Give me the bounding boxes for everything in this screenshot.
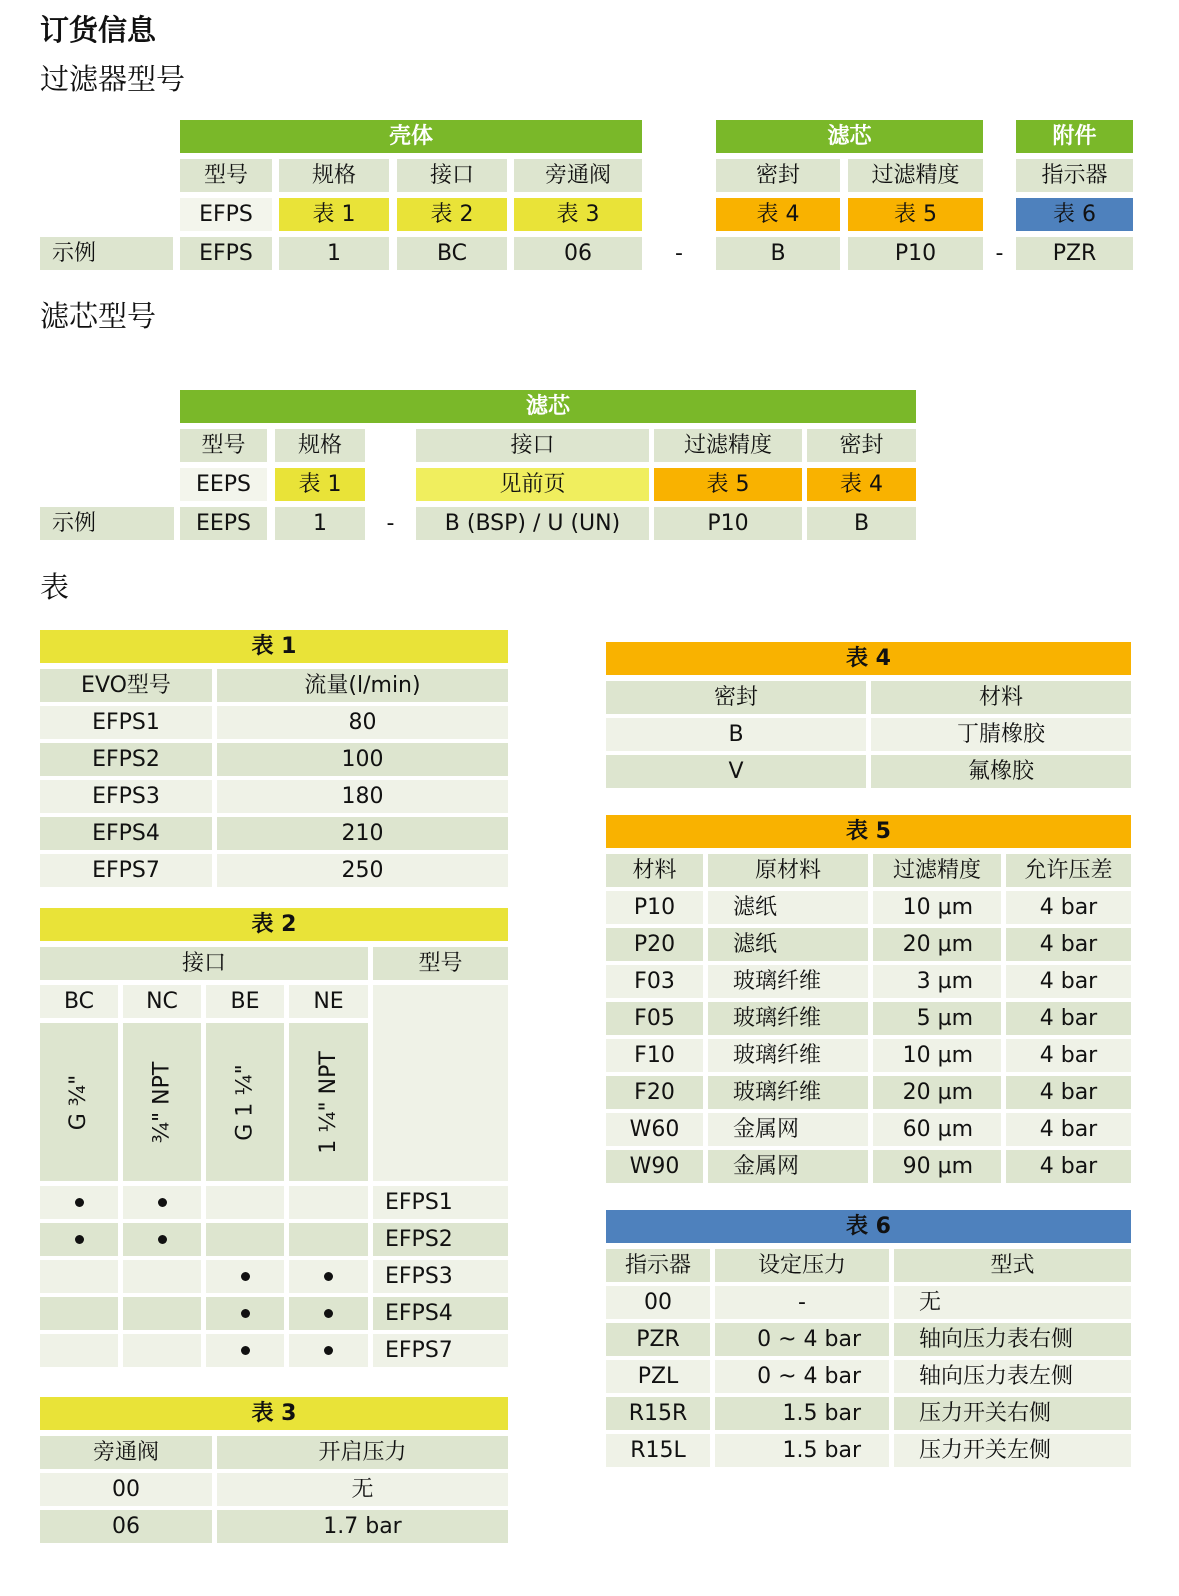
code-ref-table1: 表 1 <box>279 198 389 231</box>
table6-column-header: 指示器 <box>606 1249 710 1282</box>
port-available-dot <box>75 1235 84 1244</box>
port-availability-cell <box>289 1223 368 1256</box>
table-4 <box>606 642 1131 788</box>
port-availability-cell <box>40 1334 118 1367</box>
column-header-model: 型号 <box>373 947 508 980</box>
table6-cell: R15L <box>606 1434 710 1467</box>
table4-cell: V <box>606 755 866 788</box>
port-size-ne: 1 ¼" NPT <box>289 1023 368 1181</box>
code-ref-table3: 表 3 <box>514 198 642 231</box>
table4-column-header: 材料 <box>871 681 1131 714</box>
table4-title: 表 4 <box>606 642 1131 675</box>
example-model: EEPS <box>180 507 267 540</box>
table1-cell: 180 <box>217 780 508 813</box>
table5-cell: 5 µm <box>873 1002 1001 1035</box>
example-rating: P10 <box>654 507 802 540</box>
port-code-nc: NC <box>123 985 201 1018</box>
example-seal: B <box>716 237 840 270</box>
table5-column-header: 材料 <box>606 854 703 887</box>
table5-cell: 4 bar <box>1006 1113 1131 1146</box>
table6-cell: - <box>715 1286 889 1319</box>
port-availability-cell <box>289 1260 368 1293</box>
port-availability-cell <box>123 1260 201 1293</box>
page-title: 订货信息 <box>40 13 157 47</box>
port-available-dot <box>241 1309 250 1318</box>
port-availability-cell <box>123 1186 201 1219</box>
port-available-dot <box>241 1346 250 1355</box>
table5-cell: W90 <box>606 1150 703 1183</box>
port-size-nc: ¾" NPT <box>123 1023 201 1181</box>
port-availability-cell <box>206 1186 284 1219</box>
table4-cell: 氟橡胶 <box>871 755 1131 788</box>
table4-cell: 丁腈橡胶 <box>871 718 1131 751</box>
table5-cell: 玻璃纤维 <box>708 1076 868 1109</box>
port-available-dot <box>158 1198 167 1207</box>
table5-cell: 4 bar <box>1006 965 1131 998</box>
code-ref-table4: 表 4 <box>716 198 840 231</box>
port-availability-cell <box>206 1223 284 1256</box>
code-ref-prev-page: 见前页 <box>416 468 649 501</box>
table5-cell: 金属网 <box>708 1150 868 1183</box>
table3-column-header: 开启压力 <box>217 1436 508 1469</box>
table5-cell: 20 µm <box>873 928 1001 961</box>
table1-cell: EFPS3 <box>40 780 212 813</box>
port-availability-cell <box>40 1223 118 1256</box>
example-bypass: 06 <box>514 237 642 270</box>
table4-cell: B <box>606 718 866 751</box>
port-availability-cell <box>206 1334 284 1367</box>
table5-cell: 3 µm <box>873 965 1001 998</box>
column-header-size: 规格 <box>275 429 365 462</box>
code-ref-model: EFPS <box>180 198 272 231</box>
table5-cell: 玻璃纤维 <box>708 1002 868 1035</box>
table-5 <box>606 815 1131 1183</box>
group-header-hull: 壳体 <box>180 120 642 153</box>
filter-model-code-table <box>40 120 1133 270</box>
table5-column-header: 过滤精度 <box>873 854 1001 887</box>
table1-title: 表 1 <box>40 630 508 663</box>
port-availability-cell <box>123 1334 201 1367</box>
example-indicator: PZR <box>1016 237 1133 270</box>
table6-cell: 轴向压力表左侧 <box>894 1360 1131 1393</box>
column-header-indicator: 指示器 <box>1016 159 1133 192</box>
model-cell: EFPS7 <box>373 1334 508 1367</box>
table1-cell: EFPS1 <box>40 706 212 739</box>
table5-cell: 4 bar <box>1006 1039 1131 1072</box>
table5-column-header: 原材料 <box>708 854 868 887</box>
model-cell: EFPS3 <box>373 1260 508 1293</box>
code-ref-model: EEPS <box>180 468 267 501</box>
table5-cell: 20 µm <box>873 1076 1001 1109</box>
table-2 <box>40 908 508 1368</box>
port-availability-cell <box>40 1260 118 1293</box>
table-2-title: 表 2 <box>40 908 508 941</box>
table5-cell: 4 bar <box>1006 1002 1131 1035</box>
table5-cell: 4 bar <box>1006 891 1131 924</box>
code-separator: - <box>675 241 683 266</box>
model-cell: EFPS4 <box>373 1297 508 1330</box>
table5-cell: F10 <box>606 1039 703 1072</box>
model-cell: EFPS1 <box>373 1186 508 1219</box>
column-header-model: 型号 <box>180 159 272 192</box>
port-availability-cell <box>206 1297 284 1330</box>
table-6 <box>606 1210 1131 1467</box>
column-header-size: 规格 <box>279 159 389 192</box>
table5-cell: 玻璃纤维 <box>708 1039 868 1072</box>
port-availability-cell <box>123 1223 201 1256</box>
table5-cell: 金属网 <box>708 1113 868 1146</box>
port-available-dot <box>324 1346 333 1355</box>
column-header-bypass: 旁通阀 <box>514 159 642 192</box>
column-header-seal: 密封 <box>716 159 840 192</box>
column-header-seal: 密封 <box>807 429 916 462</box>
table6-cell: 压力开关右侧 <box>894 1397 1131 1430</box>
code-ref-table5: 表 5 <box>848 198 983 231</box>
code-ref-table6: 表 6 <box>1016 198 1133 231</box>
table6-column-header: 型式 <box>894 1249 1131 1282</box>
model-cell: EFPS2 <box>373 1223 508 1256</box>
table-1 <box>40 630 508 887</box>
port-availability-cell <box>289 1297 368 1330</box>
table5-cell: 10 µm <box>873 891 1001 924</box>
table1-cell: EFPS4 <box>40 817 212 850</box>
section-title-filter-model: 过滤器型号 <box>40 62 186 96</box>
table1-column-header: EVO型号 <box>40 669 212 702</box>
table1-cell: 210 <box>217 817 508 850</box>
table5-cell: 60 µm <box>873 1113 1001 1146</box>
example-port: BC <box>397 237 507 270</box>
table3-column-header: 旁通阀 <box>40 1436 212 1469</box>
table3-title: 表 3 <box>40 1397 508 1430</box>
port-size-be: G 1 ¼" <box>206 1023 284 1181</box>
port-code-be: BE <box>206 985 284 1018</box>
column-header-port: 接口 <box>416 429 649 462</box>
group-header-element: 滤芯 <box>716 120 983 153</box>
table5-cell: 玻璃纤维 <box>708 965 868 998</box>
column-header-rating: 过滤精度 <box>848 159 983 192</box>
code-ref-table4: 表 4 <box>807 468 916 501</box>
table6-cell: 无 <box>894 1286 1131 1319</box>
code-ref-table1: 表 1 <box>275 468 365 501</box>
table5-cell: 滤纸 <box>708 928 868 961</box>
model-column-spacer <box>373 985 508 1181</box>
port-availability-cell <box>289 1186 368 1219</box>
table5-cell: 4 bar <box>1006 1150 1131 1183</box>
column-header-port-group: 接口 <box>40 947 368 980</box>
group-header-element: 滤芯 <box>180 390 916 423</box>
table6-cell: PZL <box>606 1360 710 1393</box>
code-separator: - <box>386 511 395 536</box>
table6-title: 表 6 <box>606 1210 1131 1243</box>
column-header-port: 接口 <box>397 159 507 192</box>
port-availability-cell <box>123 1297 201 1330</box>
example-model: EFPS <box>180 237 272 270</box>
port-availability-cell <box>40 1186 118 1219</box>
table4-column-header: 密封 <box>606 681 866 714</box>
table6-cell: 轴向压力表右侧 <box>894 1323 1131 1356</box>
table3-cell: 1.7 bar <box>217 1510 508 1543</box>
code-ref-table5: 表 5 <box>654 468 802 501</box>
table5-title: 表 5 <box>606 815 1131 848</box>
table5-cell: 10 µm <box>873 1039 1001 1072</box>
table-3 <box>40 1397 508 1543</box>
table6-cell: R15R <box>606 1397 710 1430</box>
example-seal: B <box>807 507 916 540</box>
table6-cell: 0 ~ 4 bar <box>715 1360 889 1393</box>
table1-cell: EFPS2 <box>40 743 212 776</box>
table6-cell: 压力开关左侧 <box>894 1434 1131 1467</box>
table6-cell: 0 ~ 4 bar <box>715 1323 889 1356</box>
table5-column-header: 允许压差 <box>1006 854 1131 887</box>
table3-cell: 06 <box>40 1510 212 1543</box>
column-header-rating: 过滤精度 <box>654 429 802 462</box>
table5-cell: W60 <box>606 1113 703 1146</box>
table5-cell: 90 µm <box>873 1150 1001 1183</box>
table6-cell: 1.5 bar <box>715 1397 889 1430</box>
table1-column-header: 流量(l/min) <box>217 669 508 702</box>
group-header-accessory: 附件 <box>1016 120 1133 153</box>
port-available-dot <box>241 1272 250 1281</box>
table1-cell: 100 <box>217 743 508 776</box>
example-port: B (BSP) / U (UN) <box>416 507 649 540</box>
section-title-element-model: 滤芯型号 <box>40 299 157 333</box>
table5-cell: P20 <box>606 928 703 961</box>
port-size-bc: G ¾" <box>40 1023 118 1181</box>
table6-cell: PZR <box>606 1323 710 1356</box>
table5-cell: F20 <box>606 1076 703 1109</box>
table3-cell: 00 <box>40 1473 212 1506</box>
section-title-tables: 表 <box>40 570 70 604</box>
port-code-bc: BC <box>40 985 118 1018</box>
example-label: 示例 <box>40 237 173 270</box>
port-available-dot <box>324 1272 333 1281</box>
example-size: 1 <box>279 237 389 270</box>
port-available-dot <box>158 1235 167 1244</box>
table5-cell: 滤纸 <box>708 891 868 924</box>
code-ref-table2: 表 2 <box>397 198 507 231</box>
port-availability-cell <box>289 1334 368 1367</box>
table5-cell: 4 bar <box>1006 1076 1131 1109</box>
table5-cell: 4 bar <box>1006 928 1131 961</box>
table6-column-header: 设定压力 <box>715 1249 889 1282</box>
port-availability-cell <box>40 1297 118 1330</box>
table3-cell: 无 <box>217 1473 508 1506</box>
example-label: 示例 <box>40 507 174 540</box>
port-available-dot <box>75 1198 84 1207</box>
table5-cell: F03 <box>606 965 703 998</box>
table1-cell: EFPS7 <box>40 854 212 887</box>
code-separator: - <box>995 241 1004 266</box>
example-rating: P10 <box>848 237 983 270</box>
port-availability-cell <box>206 1260 284 1293</box>
table6-cell: 1.5 bar <box>715 1434 889 1467</box>
table5-cell: P10 <box>606 891 703 924</box>
port-code-ne: NE <box>289 985 368 1018</box>
element-model-code-table <box>40 390 921 540</box>
table6-cell: 00 <box>606 1286 710 1319</box>
table1-cell: 80 <box>217 706 508 739</box>
port-available-dot <box>324 1309 333 1318</box>
example-size: 1 <box>275 507 365 540</box>
column-header-model: 型号 <box>180 429 267 462</box>
table5-cell: F05 <box>606 1002 703 1035</box>
table1-cell: 250 <box>217 854 508 887</box>
